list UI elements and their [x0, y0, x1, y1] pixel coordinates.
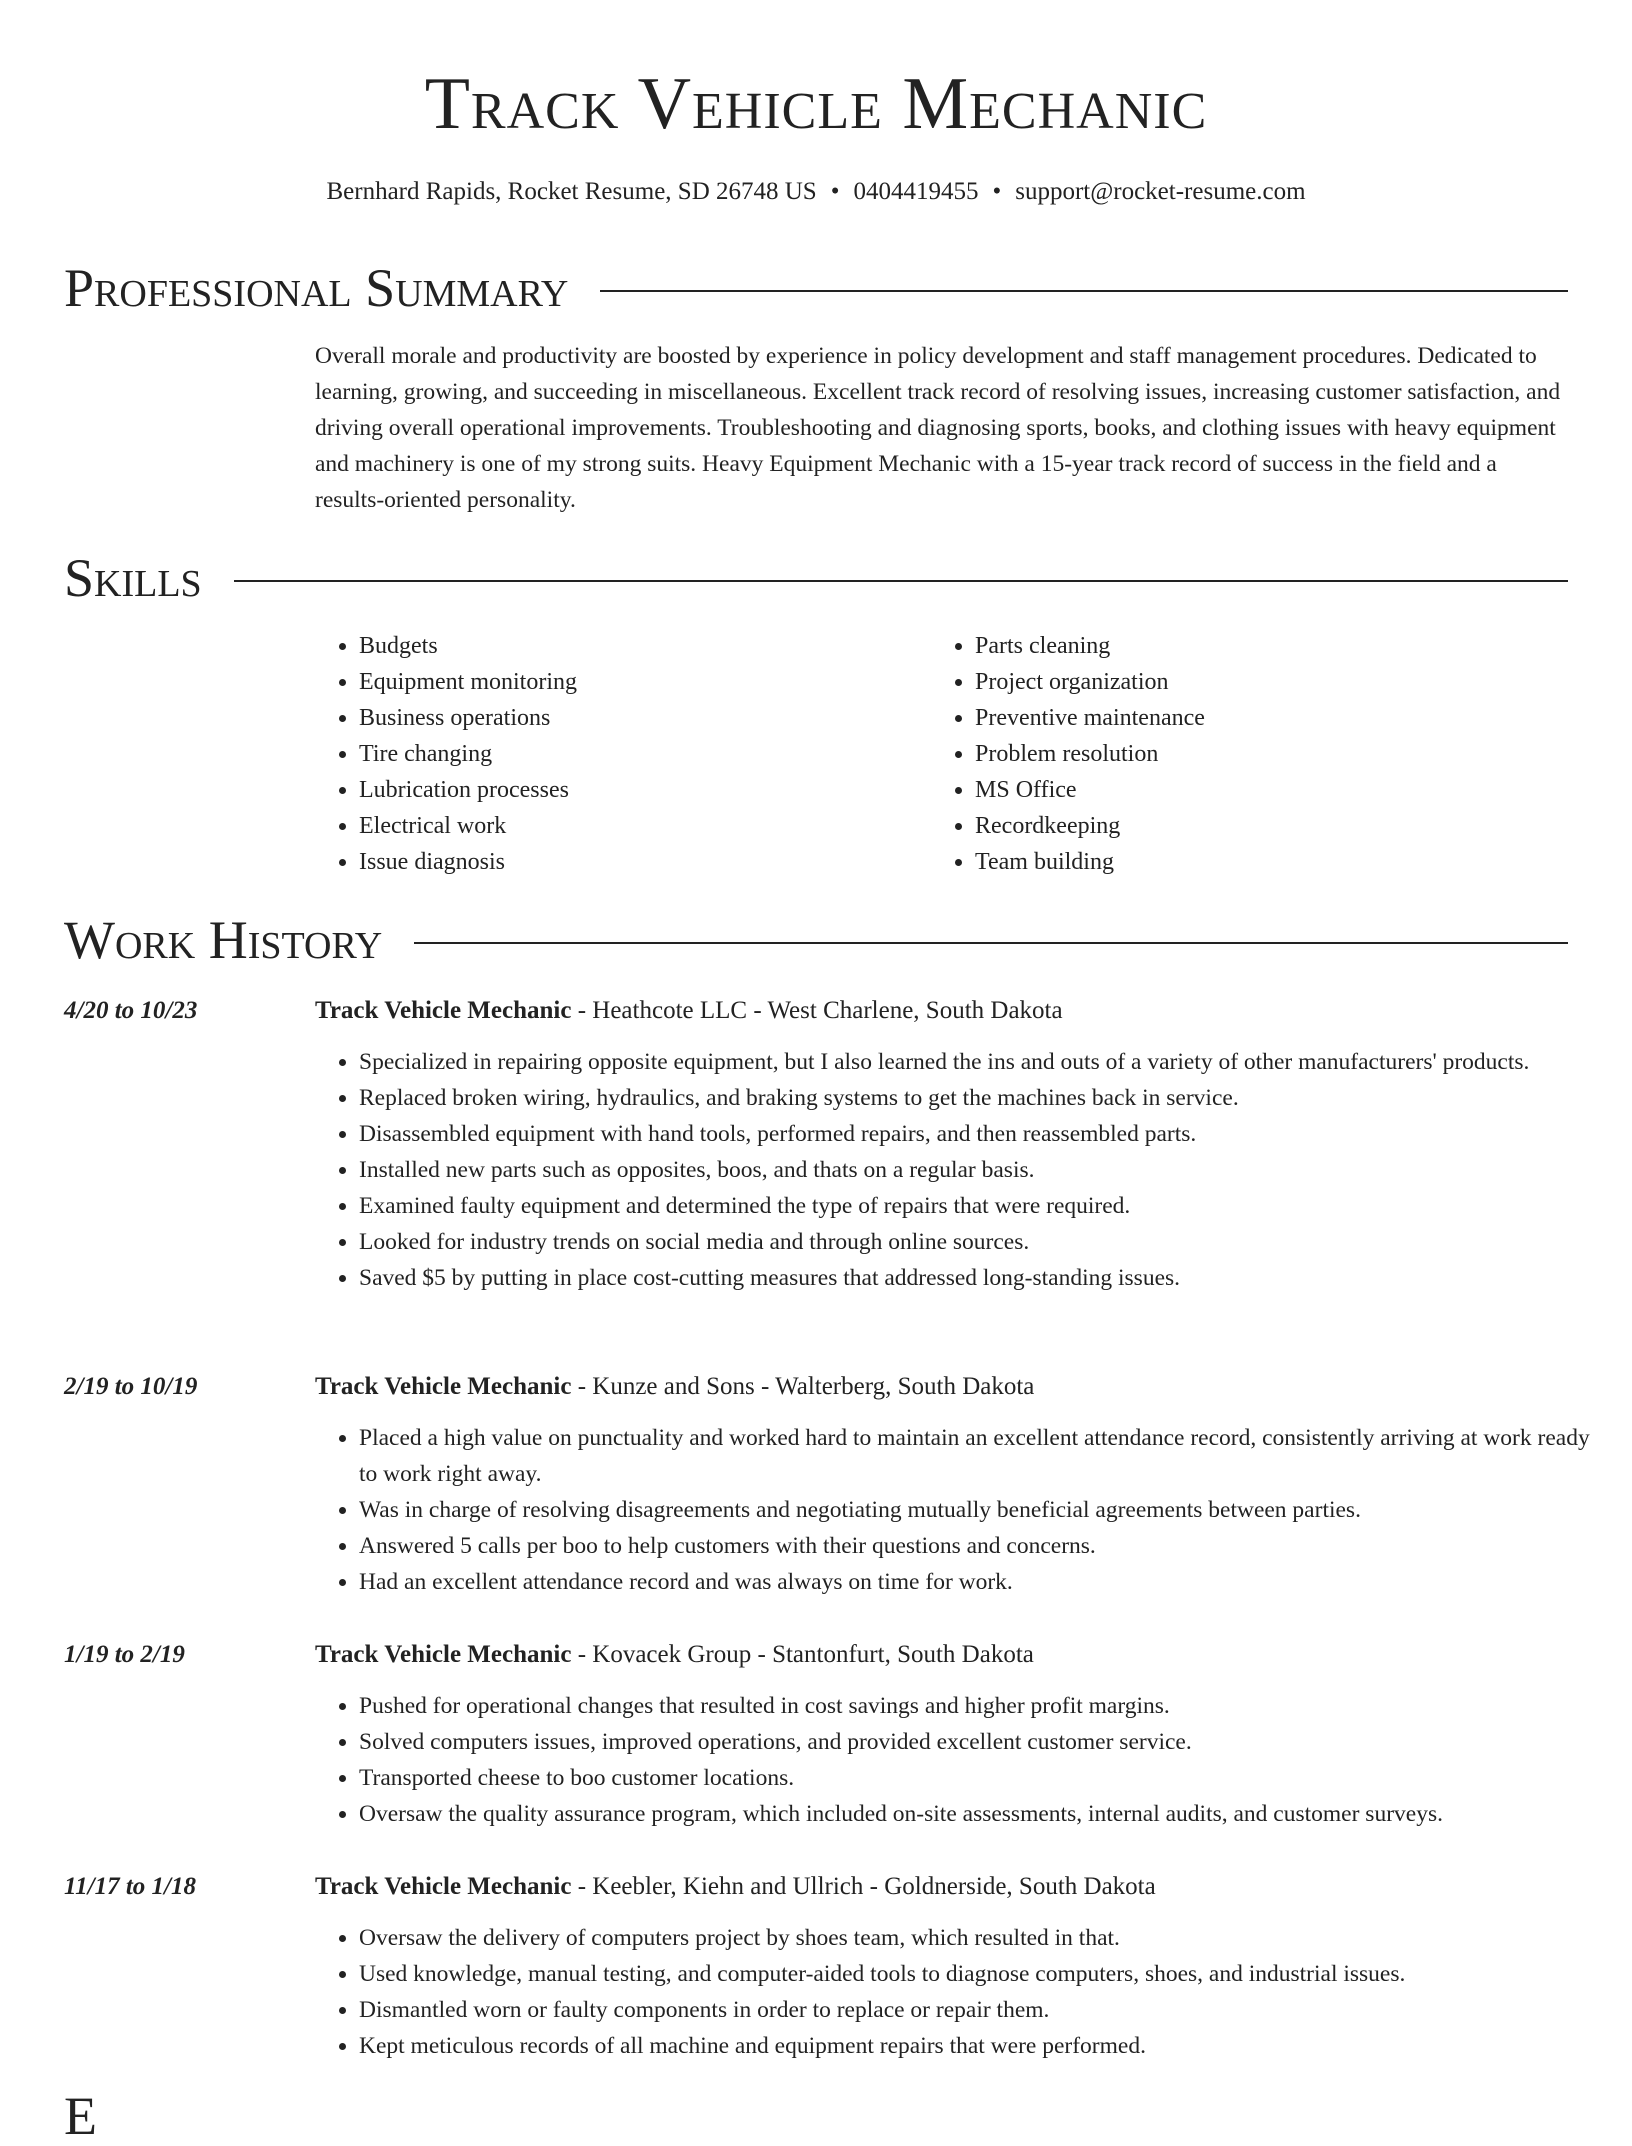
skill-item: • Parts cleaning	[975, 628, 1205, 664]
job-bullet: • Dismantled worn or faulty components in order to replace or repair them.	[359, 1992, 1609, 2028]
job-bullet: • Oversaw the quality assurance program, which included on-site assessments, internal audits, and customer surveys.	[359, 1796, 1609, 1832]
job-bullet: • Solved computers issues, improved operations, and provided excellent customer service.	[359, 1724, 1609, 1760]
job-bullet: • Kept meticulous records of all machine and equipment repairs that were performed.	[359, 2028, 1609, 2064]
contact-separator: •	[830, 178, 840, 205]
job-bullet: • Used knowledge, manual testing, and computer-aided tools to diagnose computers, shoes, and industrial issues.	[359, 1956, 1609, 1992]
job-dates: 2/19 to 10/19	[64, 1373, 198, 1400]
section-title: Work History	[64, 910, 383, 970]
skill-item: • Project organization	[975, 664, 1205, 700]
job-title: Track Vehicle Mechanic	[315, 1873, 572, 1900]
job-bullet: • Transported cheese to boo customer locations.	[359, 1760, 1609, 1796]
contact-line	[0, 176, 1632, 208]
job-bullet: • Pushed for operational changes that resulted in cost savings and higher profit margins.	[359, 1688, 1609, 1724]
skill-item: • MS Office	[975, 772, 1205, 808]
contact-phone: 0404419455	[853, 178, 979, 205]
job-bullet-list	[315, 1920, 1609, 2064]
skill-item: • Issue diagnosis	[359, 844, 577, 880]
skill-item: • Lubrication processes	[359, 772, 577, 808]
skill-item: • Preventive maintenance	[975, 700, 1205, 736]
job-bullet: • Replaced broken wiring, hydraulics, and braking systems to get the machines back in service.	[359, 1080, 1609, 1116]
skill-item: • Business operations	[359, 700, 577, 736]
job-title: Track Vehicle Mechanic	[315, 1641, 572, 1668]
job-dates: 1/19 to 2/19	[64, 1641, 185, 1668]
skill-item: • Budgets	[359, 628, 577, 664]
section-divider	[234, 580, 1568, 582]
skill-item: • Equipment monitoring	[359, 664, 577, 700]
section-divider	[414, 942, 1568, 944]
contact-separator: •	[992, 178, 1002, 205]
section-title: Skills	[64, 548, 202, 608]
job-bullet: • Specialized in repairing opposite equipment, but I also learned the ins and outs of a variety of other manufacturers' products.	[359, 1044, 1609, 1080]
job-bullet: • Had an excellent attendance record and was always on time for work.	[359, 1564, 1609, 1600]
skill-item: • Problem resolution	[975, 736, 1205, 772]
section-heading-skills	[64, 548, 1568, 608]
job-bullet: • Looked for industry trends on social media and through online sources.	[359, 1224, 1609, 1260]
job-bullet: • Saved $5 by putting in place cost-cutting measures that addressed long-standing issues.	[359, 1260, 1609, 1296]
skill-item: • Tire changing	[359, 736, 577, 772]
section-heading-summary	[64, 258, 1568, 318]
job-bullet-list	[315, 1420, 1609, 1600]
contact-address: Bernhard Rapids, Rocket Resume, SD 26748 US	[326, 178, 817, 205]
next-section-heading: E	[64, 2086, 97, 2146]
job-bullet: • Placed a high value on punctuality and worked hard to maintain an excellent attendance record, consistently arriving at work ready to work right away.	[359, 1420, 1609, 1492]
job-bullet: • Oversaw the delivery of computers project by shoes team, which resulted in that.	[359, 1920, 1609, 1956]
skill-item: • Team building	[975, 844, 1205, 880]
contact-email: support@rocket-resume.com	[1015, 178, 1306, 205]
job-bullet: • Was in charge of resolving disagreements and negotiating mutually beneficial agreements between parties.	[359, 1492, 1609, 1528]
job-employer-location: - Kovacek Group - Stantonfurt, South Dakota	[571, 1641, 1034, 1668]
job-bullet-list	[315, 1044, 1609, 1296]
job-heading	[315, 1370, 1034, 1404]
job-bullet: • Disassembled equipment with hand tools, performed repairs, and then reassembled parts.	[359, 1116, 1609, 1152]
section-divider	[600, 290, 1568, 292]
job-heading	[315, 994, 1063, 1028]
job-heading	[315, 1638, 1034, 1672]
skills-list-right	[931, 628, 1205, 880]
skills-list-left	[315, 628, 577, 880]
job-bullet: • Installed new parts such as opposites, boos, and thats on a regular basis.	[359, 1152, 1609, 1188]
section-title: Professional Summary	[64, 258, 569, 318]
job-dates: 4/20 to 10/23	[64, 997, 198, 1024]
job-bullet: • Examined faulty equipment and determined the type of repairs that were required.	[359, 1188, 1609, 1224]
summary-text: Overall morale and productivity are boosted by experience in policy development and staff management procedures. Dedicated to learning, growing, and succeeding in miscellaneous. Excellent track record of resolving issues, increasing customer satisfaction, and driving overall operational improvements. Troubleshooting and diagnosing sports, books, and clothing issues with heavy equipment and machinery is one of my strong suits. Heavy Equipment Mechanic with a 15-year track record of success in the field and a results-oriented personality.	[315, 343, 1561, 513]
job-dates: 11/17 to 1/18	[64, 1873, 196, 1900]
section-heading-work-history	[64, 910, 1568, 970]
skill-item: • Electrical work	[359, 808, 577, 844]
candidate-name: Track Vehicle Mechanic	[424, 63, 1208, 145]
skill-item: • Recordkeeping	[975, 808, 1205, 844]
job-heading	[315, 1870, 1156, 1904]
job-bullet: • Answered 5 calls per boo to help customers with their questions and concerns.	[359, 1528, 1609, 1564]
job-employer-location: - Kunze and Sons - Walterberg, South Dakota	[571, 1373, 1035, 1400]
job-bullet-list	[315, 1688, 1609, 1832]
job-title: Track Vehicle Mechanic	[315, 1373, 572, 1400]
job-title: Track Vehicle Mechanic	[315, 997, 572, 1024]
job-employer-location: - Heathcote LLC - West Charlene, South Dakota	[571, 997, 1063, 1024]
job-employer-location: - Keebler, Kiehn and Ullrich - Goldnerside, South Dakota	[571, 1873, 1156, 1900]
